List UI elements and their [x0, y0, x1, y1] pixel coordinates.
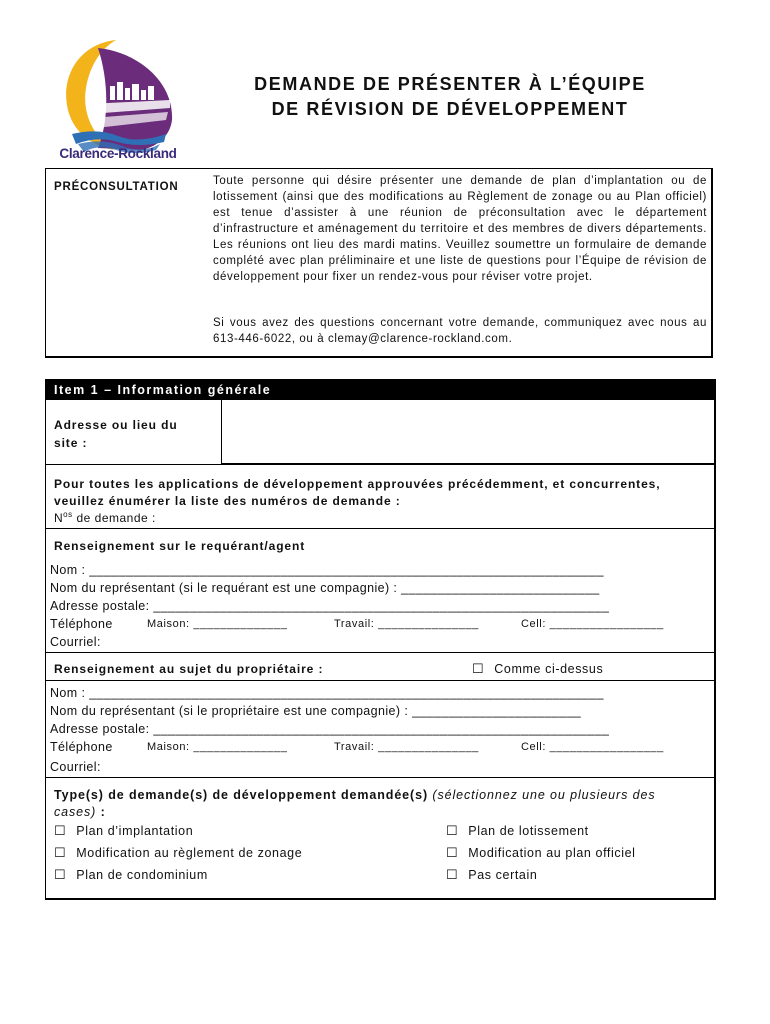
- divider: [46, 464, 714, 465]
- owner-address-field[interactable]: Adresse postale: ______________________________________________________________: [50, 722, 610, 736]
- applicant-address-field[interactable]: Adresse postale: ______________________________________________________________: [50, 599, 610, 613]
- item1-header: Item 1 – Information générale: [46, 380, 714, 400]
- option-not-sure-label: Pas certain: [468, 868, 538, 882]
- option-zoning-amendment-checkbox[interactable]: ☐: [54, 845, 67, 860]
- preconsultation-paragraph-1: Toute personne qui désire présenter une demande de plan d’implantation ou de lotissement (ainsi que des modifications au Règlement de zonage ou au Plan officiel) est tenue d’assister à une réunion de préconsultation avec le département d’infrastructure et aménagement du territoire et des membres de divers départements. Les réunions ont lieu des mardi matins. Veuillez soumettre un formulaire de demande complété avec plan préliminaire et une liste de questions pour l’Équipe de révision de développement pour fixer un rendez-vous pour réviser votre projet.: [213, 175, 707, 283]
- owner-representative-field[interactable]: Nom du représentant (si le propriétaire est une compagnie) : _______________________: [50, 704, 582, 718]
- numeros-sup: os: [63, 510, 73, 519]
- general-information-form: [45, 379, 716, 900]
- option-subdivision-plan-label: Plan de lotissement: [468, 824, 589, 838]
- option-subdivision-plan[interactable]: [446, 823, 589, 839]
- divider: [46, 652, 714, 653]
- applicant-section-title: Renseignement sur le requérant/agent: [54, 539, 306, 553]
- types-title-end: :: [96, 805, 106, 819]
- owner-cell-phone-field[interactable]: Cell: _________________: [521, 741, 664, 753]
- applicant-work-phone-field[interactable]: Travail: _______________: [334, 618, 479, 630]
- divider: [46, 528, 714, 529]
- option-official-plan-amendment-label: Modification au plan officiel: [468, 846, 636, 860]
- applicant-cell-phone-field[interactable]: Cell: _________________: [521, 618, 664, 630]
- owner-name-field[interactable]: Nom : ______________________________________________________________________: [50, 686, 604, 700]
- form-title: [200, 72, 700, 122]
- form-title-line1: DEMANDE DE PRÉSENTER À L’ÉQUIPE: [254, 74, 646, 94]
- option-condominium-plan-label: Plan de condominium: [76, 868, 208, 882]
- owner-email-field[interactable]: Courriel:: [50, 760, 101, 774]
- logo-text: Clarence-Rockland: [59, 146, 177, 161]
- applicant-phone-label: Téléphone: [50, 617, 113, 631]
- option-official-plan-amendment-checkbox[interactable]: ☐: [446, 845, 459, 860]
- applicant-name-field[interactable]: Nom : ______________________________________________________________________: [50, 563, 604, 577]
- option-condominium-plan-checkbox[interactable]: ☐: [54, 867, 67, 882]
- preconsultation-label: PRÉCONSULTATION: [54, 181, 179, 193]
- divider: [46, 680, 714, 681]
- preconsultation-box: [45, 168, 713, 358]
- preconsultation-paragraph-2: Si vous avez des questions concernant votre demande, communiquez avec nous au 613-446-6022, ou à clemay@clarence-rockland.com.: [213, 317, 707, 345]
- applicant-home-phone-field[interactable]: Maison: ______________: [147, 618, 288, 630]
- option-official-plan-amendment[interactable]: [446, 845, 636, 861]
- numeros-suffix: de demande :: [72, 511, 156, 525]
- same-as-above-checkbox[interactable]: ☐: [472, 661, 485, 676]
- owner-phone-label: Téléphone: [50, 740, 113, 754]
- types-title-bold: Type(s) de demande(s) de développement demandée(s): [54, 788, 429, 802]
- option-not-sure-checkbox[interactable]: ☐: [446, 867, 459, 882]
- option-site-plan[interactable]: [54, 823, 193, 839]
- site-address-label: Adresse ou lieu du site :: [54, 418, 178, 450]
- option-site-plan-checkbox[interactable]: ☐: [54, 823, 67, 838]
- same-as-above-label: Comme ci-dessus: [494, 662, 604, 676]
- applicant-email-field[interactable]: Courriel:: [50, 635, 101, 649]
- applicant-representative-field[interactable]: Nom du représentant (si le requérant est une compagnie) : ___________________________: [50, 581, 600, 595]
- form-title-line2: DE RÉVISION DE DÉVELOPPEMENT: [271, 99, 629, 119]
- numeros-prefix: N: [54, 511, 64, 525]
- types-title-italic: (sélectionnez une ou plusieurs des cases): [54, 788, 656, 819]
- application-types-title: [54, 787, 674, 821]
- option-subdivision-plan-checkbox[interactable]: ☐: [446, 823, 459, 838]
- site-address-input[interactable]: [221, 400, 715, 464]
- divider: [46, 777, 714, 778]
- option-site-plan-label: Plan d’implantation: [76, 824, 194, 838]
- previous-applications-label: Pour toutes les applications de développement approuvées précédemment, et concurrentes, veuillez énumérer la liste des numéros de demande :: [54, 477, 661, 508]
- option-not-sure[interactable]: [446, 867, 537, 883]
- option-condominium-plan[interactable]: [54, 867, 208, 883]
- application-numbers-field[interactable]: [54, 510, 156, 525]
- owner-home-phone-field[interactable]: Maison: ______________: [147, 741, 288, 753]
- owner-section-title: Renseignement au sujet du propriétaire :: [54, 662, 324, 676]
- option-zoning-amendment[interactable]: [54, 845, 302, 861]
- option-zoning-amendment-label: Modification au règlement de zonage: [76, 846, 303, 860]
- owner-work-phone-field[interactable]: Travail: _______________: [334, 741, 479, 753]
- same-as-above-option[interactable]: [472, 661, 603, 677]
